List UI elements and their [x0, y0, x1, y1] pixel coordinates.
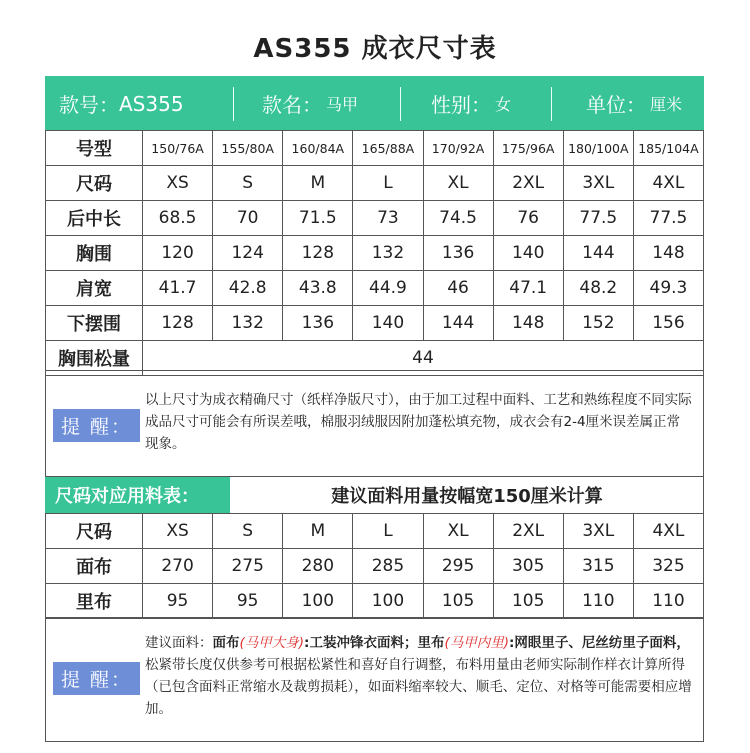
table-cell: 132: [353, 236, 423, 271]
table-cell: 285: [353, 549, 423, 584]
table-cell: 160/84A: [283, 131, 353, 166]
note-part: 面布: [212, 635, 240, 651]
table-cell: 100: [353, 584, 423, 619]
table-row: [46, 584, 704, 619]
size-table: [45, 130, 704, 376]
style-no-label: 款号：: [59, 93, 119, 117]
table-cell: 140: [353, 306, 423, 341]
table-row: [46, 306, 704, 341]
table-cell: M: [283, 514, 353, 549]
table-cell: 148: [633, 236, 703, 271]
table-cell: 136: [283, 306, 353, 341]
table-cell: 71.5: [283, 201, 353, 236]
reminder-text: 以上尺寸为成衣精确尺寸（纸样净版尺寸），由于加工过程中面料、工艺和熟练程度不同实际成品尺寸可能会有所误差哦，棉服羽绒服因附加蓬松填充物，成衣会有2-4厘米误差属正常现象。: [145, 392, 692, 452]
table-cell: 100: [283, 584, 353, 619]
reminder-badge: 提 醒：: [53, 662, 140, 695]
table-cell: 170/92A: [423, 131, 493, 166]
table-cell: 315: [563, 549, 633, 584]
table-cell: 144: [423, 306, 493, 341]
row-label: 尺码: [46, 514, 143, 549]
note-part: :网眼里子、尼丝纺里子面料，: [509, 635, 690, 651]
table-cell: 2XL: [493, 166, 563, 201]
unit-value: 厘米: [650, 95, 683, 114]
table-cell: XS: [143, 514, 213, 549]
note-part: (马甲大身): [239, 635, 305, 651]
table-cell: 120: [143, 236, 213, 271]
table-cell: S: [213, 166, 283, 201]
fabric-note-panel: [45, 617, 704, 742]
table-row: [46, 236, 704, 271]
table-cell: M: [283, 166, 353, 201]
note-panel: [45, 370, 704, 476]
table-cell: 270: [143, 549, 213, 584]
table-cell: 77.5: [633, 201, 703, 236]
style-no-value: AS355: [119, 91, 184, 116]
table-cell: 95: [143, 584, 213, 619]
fabric-table: [45, 513, 704, 619]
table-row: [46, 166, 704, 201]
table-cell: 77.5: [563, 201, 633, 236]
table-cell: 47.1: [493, 271, 563, 306]
row-label: 号型: [46, 131, 143, 166]
reminder-badge: 提 醒：: [53, 409, 140, 442]
table-row: [46, 201, 704, 236]
table-cell: 42.8: [213, 271, 283, 306]
table-cell: 180/100A: [563, 131, 633, 166]
table-cell: 2XL: [493, 514, 563, 549]
table-cell: 124: [213, 236, 283, 271]
ease-value: 44: [143, 341, 704, 376]
table-cell: 68.5: [143, 201, 213, 236]
page-title: AS355 成衣尺寸表: [253, 34, 497, 64]
note-part: :工装冲锋衣面料；: [304, 635, 418, 651]
table-row: [46, 271, 704, 306]
table-cell: 74.5: [423, 201, 493, 236]
table-cell: 4XL: [633, 514, 703, 549]
table-cell: 43.8: [283, 271, 353, 306]
table-cell: 41.7: [143, 271, 213, 306]
table-cell: 155/80A: [213, 131, 283, 166]
table-cell: XL: [423, 514, 493, 549]
fabric-bar: [45, 476, 704, 514]
table-cell: 110: [633, 584, 703, 619]
row-label: 面布: [46, 549, 143, 584]
table-cell: 105: [423, 584, 493, 619]
table-cell: 140: [493, 236, 563, 271]
table-cell: L: [353, 514, 423, 549]
table-cell: 76: [493, 201, 563, 236]
table-row: [46, 514, 704, 549]
info-header: [45, 76, 704, 131]
note-part: 松紧带长度仅供参考可根据松紧性和喜好自行调整，布料用量由老师实际制作样衣计算所得（已包含面料正常缩水及裁剪损耗），如面料缩率较大、顺毛、定位、对格等可能需要相应增加。: [145, 657, 692, 717]
fabric-bar-subtitle: 建议面料用量按幅宽150厘米计算: [331, 486, 603, 507]
fabric-bar-title: 尺码对应用料表：: [45, 477, 230, 513]
table-cell: 165/88A: [353, 131, 423, 166]
table-cell: 4XL: [633, 166, 703, 201]
table-cell: 46: [423, 271, 493, 306]
table-cell: L: [353, 166, 423, 201]
table-cell: 150/76A: [143, 131, 213, 166]
table-cell: 152: [563, 306, 633, 341]
table-cell: 73: [353, 201, 423, 236]
table-cell: 325: [633, 549, 703, 584]
note-part: (马甲内里): [444, 635, 509, 651]
table-cell: 3XL: [563, 514, 633, 549]
table-cell: 49.3: [633, 271, 703, 306]
table-cell: 105: [493, 584, 563, 619]
table-cell: 70: [213, 201, 283, 236]
unit-label: 单位：: [586, 93, 646, 117]
table-cell: 128: [283, 236, 353, 271]
gender-cell: [401, 76, 551, 131]
table-cell: 185/104A: [633, 131, 703, 166]
row-label: 胸围松量: [46, 341, 143, 376]
row-label: 肩宽: [46, 271, 143, 306]
gender-label: 性别：: [431, 93, 491, 117]
table-cell: S: [213, 514, 283, 549]
table-cell: 280: [283, 549, 353, 584]
table-cell: 148: [493, 306, 563, 341]
table-cell: 128: [143, 306, 213, 341]
table-cell: 132: [213, 306, 283, 341]
table-row: [46, 549, 704, 584]
row-label: 下摆围: [46, 306, 143, 341]
row-label: 胸围: [46, 236, 143, 271]
table-cell: XS: [143, 166, 213, 201]
gender-value: 女: [495, 95, 512, 114]
style-no-cell: [45, 76, 233, 131]
table-cell: 44.9: [353, 271, 423, 306]
name-cell: [234, 76, 400, 131]
row-label: 后中长: [46, 201, 143, 236]
table-cell: 275: [213, 549, 283, 584]
table-cell: 48.2: [563, 271, 633, 306]
note-part: 里布: [417, 635, 445, 651]
note-part: 建议面料：: [145, 635, 213, 651]
table-cell: XL: [423, 166, 493, 201]
row-label: 尺码: [46, 166, 143, 201]
table-cell: 305: [493, 549, 563, 584]
table-cell: 136: [423, 236, 493, 271]
table-cell: 144: [563, 236, 633, 271]
fabric-note-text: [145, 632, 693, 720]
name-value: 马甲: [326, 95, 359, 114]
table-cell: 295: [423, 549, 493, 584]
name-label: 款名：: [262, 93, 322, 117]
table-cell: 156: [633, 306, 703, 341]
row-label: 里布: [46, 584, 143, 619]
table-cell: 95: [213, 584, 283, 619]
table-cell: 3XL: [563, 166, 633, 201]
table-cell: 175/96A: [493, 131, 563, 166]
unit-cell: [552, 76, 704, 131]
table-cell: 110: [563, 584, 633, 619]
table-row: [46, 131, 704, 166]
